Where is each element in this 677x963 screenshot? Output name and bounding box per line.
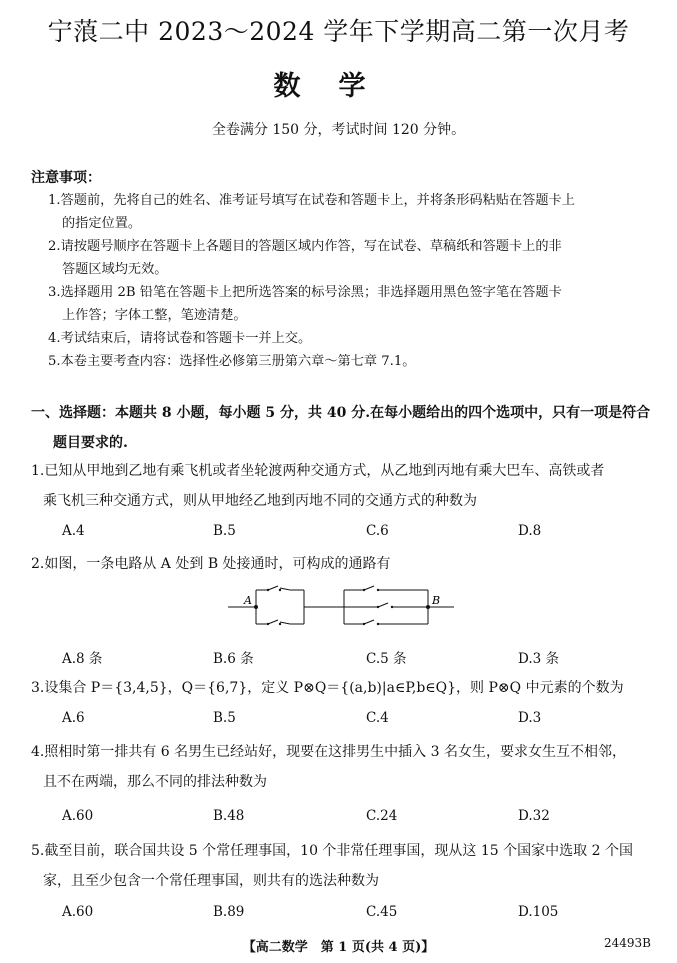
note-item	[48, 235, 658, 281]
exam-title: 宁蒗二中 2023～2024 学年下学期高二第一次月考	[47, 17, 630, 46]
option-a: A.8 条	[62, 651, 103, 667]
option-a: A.60	[62, 808, 94, 824]
paper-code: 24493B	[604, 936, 651, 950]
question-stem: 4.照相时第一排共有 6 名男生已经站好，现要在这排男生中插入 3 名女生，要求女生互不相邻，	[31, 744, 626, 760]
question-2-options	[62, 647, 662, 667]
note-item	[48, 350, 658, 373]
option-b: B.48	[213, 808, 245, 824]
option-c: C.6	[366, 523, 389, 539]
question-stem: 1.已知从甲地到乙地有乘飞机或者坐轮渡两种交通方式，从乙地到丙地有乘大巴车、高铁或者	[31, 463, 605, 479]
option-a: A.60	[62, 904, 94, 920]
option-c: C.24	[366, 808, 398, 824]
option-d: D.8	[518, 523, 542, 539]
option-d: D.3 条	[518, 651, 560, 667]
option-d: D.32	[518, 808, 550, 824]
question-4	[31, 737, 661, 797]
option-c: C.4	[366, 710, 389, 726]
question-1	[31, 456, 661, 516]
question-stem: 2.如图，一条电路从 A 处到 B 处接通时，可构成的通路有	[31, 556, 391, 572]
question-3	[31, 673, 661, 703]
note-item	[48, 189, 658, 235]
option-c: C.45	[366, 904, 398, 920]
note-line: 4.考试结束后，请将试卷和答题卡一并上交。	[48, 331, 312, 346]
option-d: D.3	[518, 710, 542, 726]
option-d: D.105	[518, 904, 559, 920]
circuit-label-b: B	[432, 594, 441, 607]
note-line: 的指定位置。	[62, 216, 142, 231]
option-a: A.6	[62, 710, 85, 726]
note-line: 答题区域均无效。	[62, 262, 168, 277]
option-b: B.5	[213, 710, 236, 726]
question-stem: 家，且至少包含一个常任理事国，则共有的选法种数为	[43, 873, 379, 889]
notes-heading: 注意事项：	[31, 170, 101, 186]
section-line: 一、选择题：本题共 8 小题，每小题 5 分，共 40 分.在每小题给出的四个选项中，只有一项是符合	[31, 405, 651, 421]
question-3-options	[62, 710, 662, 730]
option-b: B.6 条	[213, 651, 254, 667]
circuit-label-a: A	[244, 594, 252, 607]
note-item	[48, 281, 658, 327]
section-heading	[31, 398, 661, 458]
option-b: B.89	[213, 904, 245, 920]
question-stem: 且不在两端，那么不同的排法种数为	[43, 774, 267, 790]
subject-title: 数学	[273, 71, 404, 102]
page-footer: 【高二数学 第 1 页(共 4 页)】	[242, 940, 435, 955]
question-1-options	[62, 523, 662, 543]
question-4-options	[62, 808, 662, 828]
note-line: 3.选择题用 2B 铅笔在答题卡上把所选答案的标号涂黑；非选择题用黑色签字笔在答题卡	[48, 285, 562, 300]
question-5-options	[62, 904, 662, 924]
section-line: 题目要求的.	[53, 435, 128, 451]
option-c: C.5 条	[366, 651, 407, 667]
question-5	[31, 836, 661, 896]
note-item	[48, 327, 658, 350]
note-line: 上作答；字体工整，笔迹清楚。	[62, 308, 247, 323]
score-time-line: 全卷满分 150 分，考试时间 120 分钟。	[211, 122, 466, 138]
question-stem: 5.截至目前，联合国共设 5 个常任理事国，10 个非常任理事国，现从这 15 个国家中选取 2 个国	[31, 843, 633, 859]
note-line: 5.本卷主要考查内容：选择性必修第三册第六章～第七章 7.1。	[48, 354, 416, 369]
question-stem: 3.设集合 P＝{3,4,5}，Q＝{6,7}，定义 P⊗Q＝{(a,b)|a∈P,b∈Q}，则 P⊗Q 中元素的个数为	[31, 680, 624, 696]
note-line: 2.请按题号顺序在答题卡上各题目的答题区域内作答，写在试卷、草稿纸和答题卡上的非	[48, 239, 562, 254]
option-a: A.4	[62, 523, 85, 539]
question-2	[31, 549, 661, 579]
note-line: 1.答题前，先将自己的姓名、准考证号填写在试卷和答题卡上，并将条形码粘贴在答题卡上	[48, 193, 575, 208]
option-b: B.5	[213, 523, 236, 539]
question-stem: 乘飞机三种交通方式，则从甲地经乙地到丙地不同的交通方式的种数为	[43, 493, 477, 509]
circuit-diagram	[228, 582, 454, 632]
